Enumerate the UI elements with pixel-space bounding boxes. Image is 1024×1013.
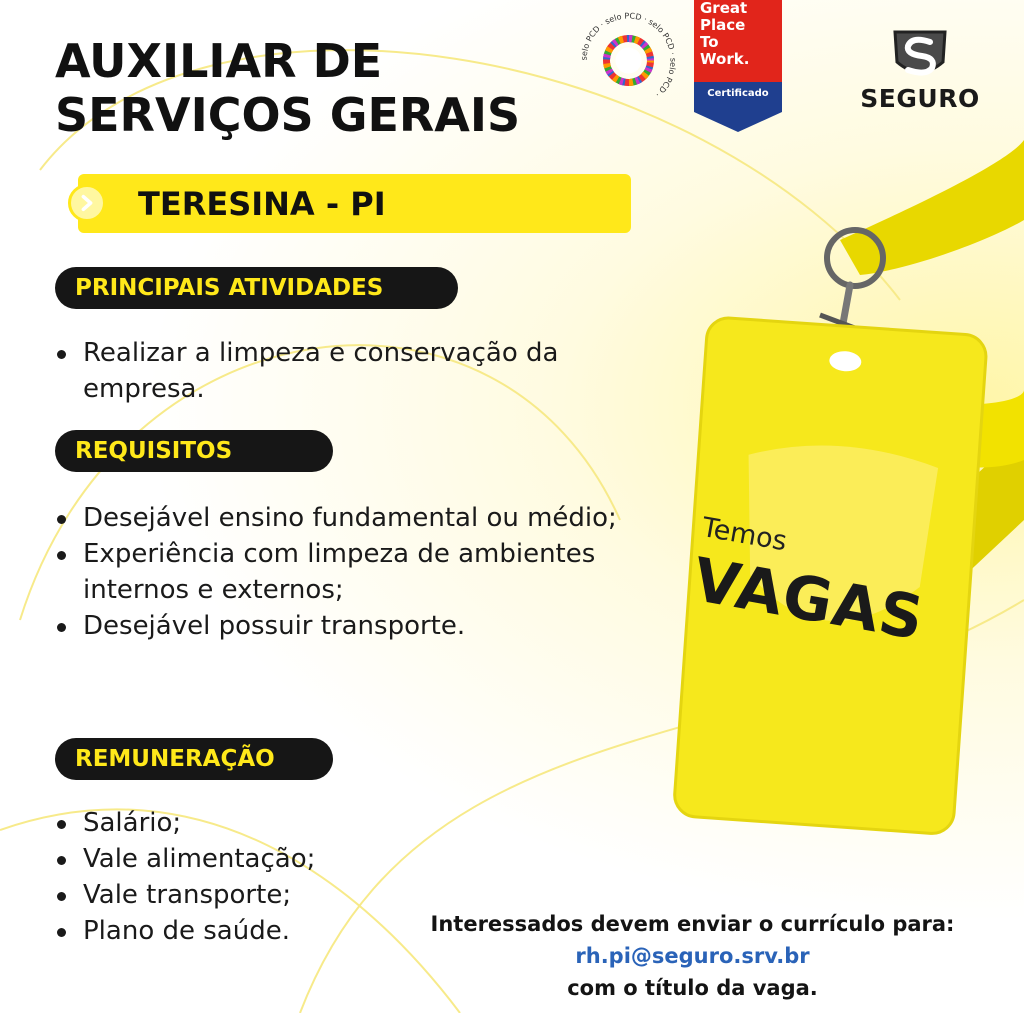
seguro-wordmark: SEGURO <box>860 84 980 113</box>
gptw-line-2: Place <box>700 16 746 34</box>
section-heading-requisitos: REQUISITOS <box>55 430 333 472</box>
list-remuneracao <box>55 805 415 949</box>
city-label: TERESINA - PI <box>138 184 386 223</box>
list-requisitos <box>55 500 655 644</box>
gptw-line-3: To <box>700 33 719 51</box>
page-title <box>55 34 520 142</box>
section-heading-remuneracao: REMUNERAÇÃO <box>55 738 333 780</box>
title-line-1: AUXILIAR DE <box>55 34 383 88</box>
contact-email-link[interactable]: rh.pi@seguro.srv.br <box>575 944 810 968</box>
gptw-line-4: Work. <box>700 50 750 68</box>
contact-line-1: Interessados devem enviar o currículo para: <box>430 912 955 936</box>
pcd-seal-icon <box>576 8 681 113</box>
title-line-2: SERVIÇOS GERAIS <box>55 88 521 142</box>
list-atividades <box>55 335 635 407</box>
contact-info <box>395 908 990 1004</box>
lanyard-badge-icon <box>630 100 1024 860</box>
pcd-ring-text: selo PCD · selo PCD · selo PCD · selo PCD · <box>579 11 678 99</box>
badge-vagas-text: VAGAS <box>687 545 930 655</box>
list-item: Salário; <box>55 805 415 841</box>
contact-line-3: com o título da vaga. <box>567 976 818 1000</box>
list-item: Desejável ensino fundamental ou médio; <box>55 500 655 536</box>
list-item: Plano de saúde. <box>55 913 415 949</box>
badge-temos-text: Temos <box>699 512 790 558</box>
section-heading-atividades: PRINCIPAIS ATIVIDADES <box>55 267 458 309</box>
list-item: Realizar a limpeza e conservação da empresa. <box>55 335 635 407</box>
list-item: Vale alimentação; <box>55 841 415 877</box>
list-item: Desejável possuir transporte. <box>55 608 655 644</box>
city-banner <box>78 174 631 233</box>
gptw-line-1: Great <box>700 0 748 17</box>
gptw-certified-label: Certificado <box>707 88 769 99</box>
list-item: Vale transporte; <box>55 877 415 913</box>
list-item: Experiência com limpeza de ambientes internos e externos; <box>55 536 655 608</box>
arrow-right-icon <box>68 184 106 222</box>
